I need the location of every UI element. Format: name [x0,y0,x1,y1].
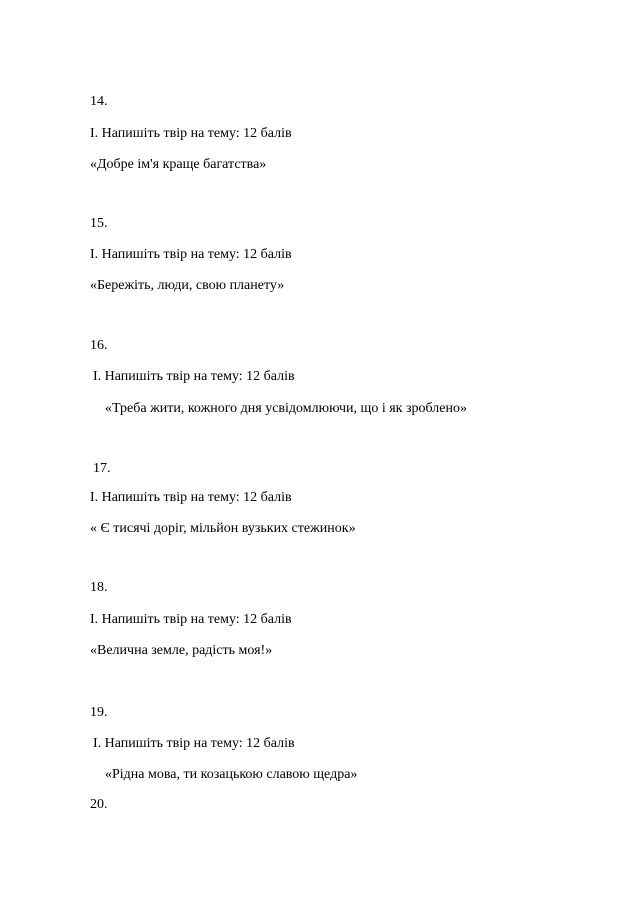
essay-topic: «Добре ім'я краще багатства» [90,157,267,172]
section-number: 20. [90,797,108,812]
task-line: I. Напишіть твір на тему: 12 балів [90,612,292,627]
task-line: I. Напишіть твір на тему: 12 балів [90,490,292,505]
section-number: 16. [90,338,108,353]
essay-topic: «Велична земле, радість моя!» [90,643,273,658]
essay-topic: « Є тисячі доріг, мільйон вузьких стежинок» [90,521,356,536]
task-line: I. Напишіть твір на тему: 12 балів [93,736,295,751]
section-number: 15. [90,216,108,231]
essay-topic: «Рідна мова, ти козацькою славою щедра» [105,767,358,782]
task-line: I. Напишіть твір на тему: 12 балів [90,247,292,262]
section-number: 17. [93,461,111,476]
essay-topic: «Треба жити, кожного дня усвідомлюючи, що і як зроблено» [105,401,467,416]
task-line: I. Напишіть твір на тему: 12 балів [90,126,292,141]
essay-topic: «Бережіть, люди, свою планету» [90,278,285,293]
section-number: 19. [90,705,108,720]
section-number: 18. [90,580,108,595]
task-line: I. Напишіть твір на тему: 12 балів [93,369,295,384]
section-number: 14. [90,94,108,109]
